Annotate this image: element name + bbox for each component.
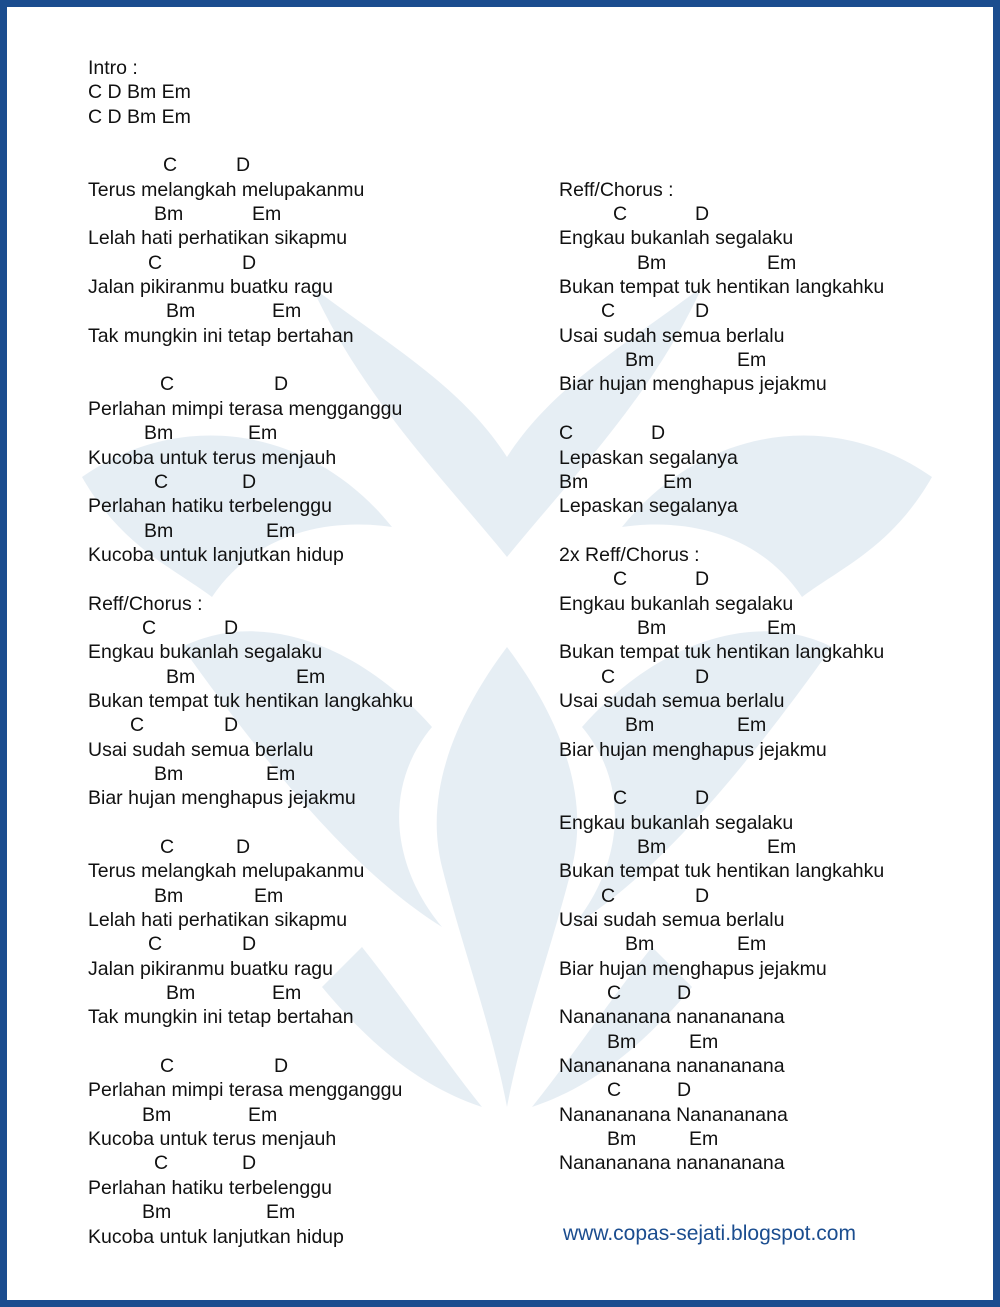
chord-symbol: C: [613, 203, 628, 226]
lyric-line: Jalan pikiranmu buatku ragu: [88, 276, 333, 299]
chord-symbol: D: [236, 836, 251, 858]
lyric-line: Usai sudah semua berlalu: [559, 909, 785, 932]
chord-symbol: C: [148, 251, 163, 274]
chord-line: [88, 616, 413, 640]
blank-line: [559, 153, 884, 177]
chord-symbol: D: [236, 154, 251, 177]
chord-symbol: Bm: [166, 665, 196, 688]
chord-symbol: C: [148, 933, 163, 956]
chord-symbol: C: [163, 154, 178, 177]
blank-line: [559, 397, 884, 421]
lyric-line: Reff/Chorus :: [559, 178, 674, 201]
chord-symbol: Bm: [625, 349, 655, 372]
chord-symbol: Em: [272, 982, 302, 1005]
chord-symbol: C: [601, 884, 616, 907]
chord-line: [559, 981, 884, 1005]
blank-line: [88, 129, 413, 153]
chord-symbol: Bm: [166, 982, 196, 1005]
lyric-line: Bukan tempat tuk hentikan langkahku: [559, 276, 885, 299]
chord-line: [88, 1151, 413, 1175]
blank-line: [559, 762, 884, 786]
chord-symbol: Bm: [154, 203, 184, 226]
chord-symbol: Bm: [166, 300, 196, 323]
lyric-line: Engkau bukanlah segalaku: [88, 641, 323, 664]
chord-symbol: D: [677, 982, 692, 1005]
lyric-line: Engkau bukanlah segalaku: [559, 811, 794, 834]
lyric-line: Engkau bukanlah segalaku: [559, 592, 794, 615]
lyric-line: Kucoba untuk lanjutkan hidup: [88, 1225, 344, 1248]
chord-line: [559, 202, 884, 226]
chord-symbol: C: [142, 616, 157, 639]
footer-url-link[interactable]: www.copas-sejati.blogspot.com: [563, 1222, 856, 1245]
chord-line: [559, 299, 884, 323]
chord-symbol: Bm: [144, 519, 174, 542]
lyric-line: Nanananana Nanananana: [559, 1103, 788, 1126]
lyrics-column-right: [559, 56, 884, 1176]
lyric-line: Biar hujan menghapus jejakmu: [88, 787, 356, 810]
chord-symbol: Em: [266, 519, 296, 542]
chord-line: [88, 372, 413, 396]
chord-line: [559, 665, 884, 689]
chord-symbol: Em: [689, 1128, 719, 1151]
chord-line: [559, 884, 884, 908]
chord-line: [88, 470, 413, 494]
chord-symbol: Bm: [154, 884, 184, 907]
lyric-line: Lepaskan segalanya: [559, 495, 738, 518]
chord-line: [88, 153, 413, 177]
blank-line: [559, 80, 884, 104]
lyric-line: Usai sudah semua berlalu: [559, 689, 785, 712]
chord-symbol: Bm: [625, 714, 655, 737]
chord-symbol: D: [695, 884, 710, 907]
chord-symbol: D: [242, 470, 257, 493]
chord-symbol: Em: [663, 470, 693, 493]
chord-symbol: Em: [266, 1201, 296, 1224]
chord-line: [559, 567, 884, 591]
chord-symbol: C: [559, 422, 574, 445]
chord-symbol: Em: [737, 933, 767, 956]
chord-line: [559, 348, 884, 372]
lyric-line: Nanananana nanananana: [559, 1055, 785, 1078]
chord-line: [88, 251, 413, 275]
chord-symbol: Em: [296, 665, 326, 688]
lyric-line: Biar hujan menghapus jejakmu: [559, 373, 827, 396]
chord-line: [88, 665, 413, 689]
lyric-line: C D Bm Em: [88, 81, 191, 104]
chord-symbol: D: [274, 373, 289, 396]
chord-symbol: D: [242, 1152, 257, 1175]
chord-symbol: C: [601, 300, 616, 323]
chord-line: [88, 519, 413, 543]
chord-symbol: C: [154, 470, 169, 493]
blank-line: [88, 567, 413, 591]
chord-symbol: C: [601, 665, 616, 688]
chord-symbol: Em: [248, 422, 278, 445]
chord-symbol: Bm: [154, 762, 184, 785]
chord-line: [559, 1078, 884, 1102]
lyrics-column-left: [88, 56, 413, 1249]
lyric-line: Biar hujan menghapus jejakmu: [559, 957, 827, 980]
lyric-line: Bukan tempat tuk hentikan langkahku: [559, 641, 885, 664]
chord-line: [559, 786, 884, 810]
lyric-line: Perlahan hatiku terbelenggu: [88, 1176, 332, 1199]
chord-line: [88, 884, 413, 908]
blank-line: [559, 56, 884, 80]
lyric-line: Bukan tempat tuk hentikan langkahku: [88, 689, 414, 712]
chord-line: [88, 1103, 413, 1127]
chord-symbol: Em: [737, 349, 767, 372]
chord-symbol: C: [160, 373, 175, 396]
lyric-line: Usai sudah semua berlalu: [88, 738, 314, 761]
lyric-line: Tak mungkin ini tetap bertahan: [88, 324, 354, 347]
chord-symbol: D: [695, 787, 710, 810]
blank-line: [559, 105, 884, 129]
chord-symbol: Bm: [637, 616, 667, 639]
lyric-line: Terus melangkah melupakanmu: [88, 860, 365, 883]
chord-symbol: Bm: [559, 470, 589, 493]
lyric-line: Kucoba untuk lanjutkan hidup: [88, 543, 344, 566]
chord-symbol: D: [695, 665, 710, 688]
lyric-line: Usai sudah semua berlalu: [559, 324, 785, 347]
chord-symbol: D: [224, 616, 239, 639]
chord-symbol: D: [242, 251, 257, 274]
chord-symbol: D: [224, 714, 239, 737]
lyric-line: Intro :: [88, 57, 138, 79]
chord-symbol: C: [613, 787, 628, 810]
chord-line: [559, 1127, 884, 1151]
chord-line: [559, 932, 884, 956]
chord-line: [559, 470, 884, 494]
chord-line: [559, 1030, 884, 1054]
chord-symbol: C: [154, 1152, 169, 1175]
chord-symbol: C: [607, 982, 622, 1005]
lyric-line: Perlahan mimpi terasa mengganggu: [88, 1079, 403, 1102]
chord-line: [88, 932, 413, 956]
chord-symbol: D: [695, 568, 710, 591]
chord-line: [88, 202, 413, 226]
chord-line: [559, 616, 884, 640]
chord-symbol: Em: [737, 714, 767, 737]
chord-symbol: Em: [254, 884, 284, 907]
lyric-line: Jalan pikiranmu buatku ragu: [88, 957, 333, 980]
chord-symbol: Bm: [142, 1201, 172, 1224]
lyric-line: Kucoba untuk terus menjauh: [88, 1128, 337, 1151]
chord-symbol: Bm: [637, 836, 667, 858]
lyric-line: Nanananana nanananana: [559, 1006, 785, 1029]
blank-line: [559, 519, 884, 543]
chord-line: [559, 835, 884, 859]
blank-line: [88, 811, 413, 835]
chord-line: [559, 713, 884, 737]
lyric-line: 2x Reff/Chorus :: [559, 543, 700, 566]
chord-symbol: Em: [272, 300, 302, 323]
chord-line: [88, 1054, 413, 1078]
chord-symbol: Bm: [637, 251, 667, 274]
chord-line: [88, 713, 413, 737]
lyric-line: Biar hujan menghapus jejakmu: [559, 738, 827, 761]
chord-symbol: Em: [689, 1030, 719, 1053]
chord-symbol: Bm: [142, 1103, 172, 1126]
lyric-line: Engkau bukanlah segalaku: [559, 227, 794, 250]
lyric-line: Kucoba untuk terus menjauh: [88, 446, 337, 469]
blank-line: [88, 1030, 413, 1054]
chord-symbol: Em: [266, 762, 296, 785]
chord-symbol: C: [160, 1055, 175, 1078]
lyric-line: Lelah hati perhatikan sikapmu: [88, 227, 348, 250]
chord-line: [88, 421, 413, 445]
chord-symbol: Bm: [625, 933, 655, 956]
chord-symbol: C: [607, 1079, 622, 1102]
lyric-line: Perlahan mimpi terasa mengganggu: [88, 397, 403, 420]
chord-line: [88, 835, 413, 859]
blank-line: [559, 129, 884, 153]
lyric-line: Bukan tempat tuk hentikan langkahku: [559, 860, 885, 883]
chord-symbol: Em: [248, 1103, 278, 1126]
chord-symbol: Bm: [607, 1128, 637, 1151]
lyric-line: Reff/Chorus :: [88, 592, 203, 615]
chord-symbol: Bm: [607, 1030, 637, 1053]
chord-symbol: D: [242, 933, 257, 956]
lyric-line: Perlahan hatiku terbelenggu: [88, 495, 332, 518]
chord-symbol: Em: [767, 616, 797, 639]
chord-line: [88, 299, 413, 323]
lyric-line: C D Bm Em: [88, 105, 191, 128]
chord-symbol: Em: [252, 203, 282, 226]
chord-symbol: Em: [767, 836, 797, 858]
lyric-line: Terus melangkah melupakanmu: [88, 178, 365, 201]
chord-symbol: D: [695, 203, 710, 226]
lyric-line: Nanananana nanananana: [559, 1152, 785, 1175]
chord-symbol: D: [651, 422, 666, 445]
chord-line: [559, 251, 884, 275]
lyric-line: Tak mungkin ini tetap bertahan: [88, 1006, 354, 1029]
chord-symbol: C: [160, 836, 175, 858]
chord-line: [88, 981, 413, 1005]
chord-symbol: C: [130, 714, 145, 737]
lyric-line: Lelah hati perhatikan sikapmu: [88, 909, 348, 932]
chord-symbol: Bm: [144, 422, 174, 445]
blank-line: [88, 348, 413, 372]
chord-symbol: Em: [767, 251, 797, 274]
chord-line: [88, 1200, 413, 1224]
lyric-line: Lepaskan segalanya: [559, 446, 738, 469]
chord-symbol: D: [677, 1079, 692, 1102]
chord-line: [88, 762, 413, 786]
chord-line: [559, 421, 884, 445]
chord-symbol: C: [613, 568, 628, 591]
chord-symbol: D: [274, 1055, 289, 1078]
chord-symbol: D: [695, 300, 710, 323]
